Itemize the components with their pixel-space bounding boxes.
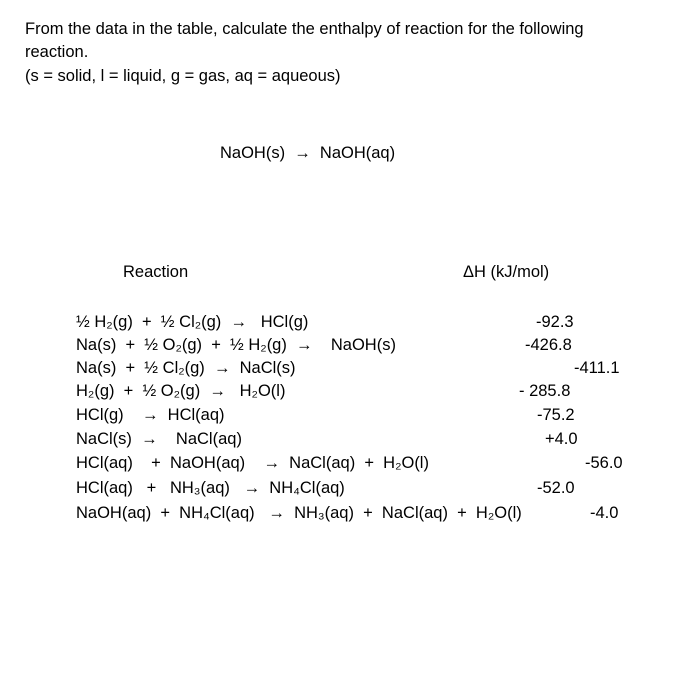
question-line-3: (s = solid, l = liquid, g = gas, aq = aqueous) xyxy=(25,67,341,85)
delta-h-value: -52.0 xyxy=(537,479,575,497)
delta-h-value: - 285.8 xyxy=(519,382,571,400)
header-reaction: Reaction xyxy=(123,263,189,281)
delta-h-value: -4.0 xyxy=(590,504,619,522)
question-line-2: reaction. xyxy=(25,43,89,61)
delta-h-value: -426.8 xyxy=(525,336,572,354)
reaction-equation: HCl(g) → HCl(aq) xyxy=(76,406,225,424)
target-reaction: NaOH(s) → NaOH(aq) xyxy=(220,144,396,162)
delta-h-value: -75.2 xyxy=(537,406,575,424)
reaction-equation: ½ H₂(g) + ½ Cl₂(g) → HCl(g) xyxy=(76,313,309,331)
reaction-equation: NaCl(s) → NaCl(aq) xyxy=(76,430,242,448)
delta-h-value: -411.1 xyxy=(574,359,620,377)
reaction-equation: HCl(aq) + NaOH(aq) → NaCl(aq) + H₂O(l) xyxy=(76,454,429,472)
reaction-equation: NaOH(aq) + NH₄Cl(aq) → NH₃(aq) + NaCl(aq) + H₂O(l) xyxy=(76,504,522,522)
reaction-equation: HCl(aq) + NH₃(aq) → NH₄Cl(aq) xyxy=(76,479,345,497)
delta-h-value: -56.0 xyxy=(585,454,623,472)
delta-h-value: +4.0 xyxy=(545,430,578,448)
delta-h-value: -92.3 xyxy=(536,313,574,331)
reaction-equation: Na(s) + ½ O₂(g) + ½ H₂(g) → NaOH(s) xyxy=(76,336,396,354)
reaction-equation: Na(s) + ½ Cl₂(g) → NaCl(s) xyxy=(76,359,296,377)
question-line-1: From the data in the table, calculate the enthalpy of reaction for the following xyxy=(25,20,584,38)
reaction-equation: H₂(g) + ½ O₂(g) → H₂O(l) xyxy=(76,382,286,400)
header-delta-h: ΔH (kJ/mol) xyxy=(463,263,550,281)
